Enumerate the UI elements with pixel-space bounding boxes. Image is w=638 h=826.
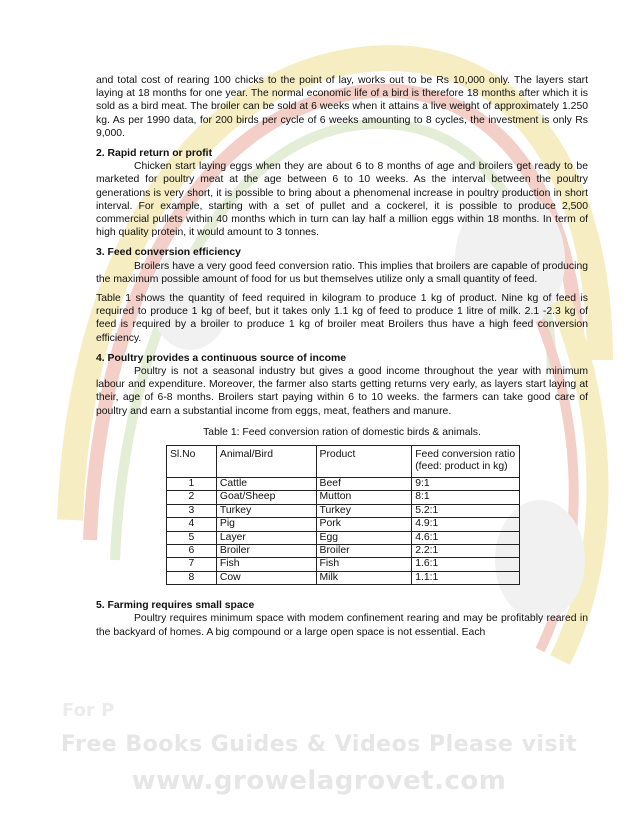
paragraph-continuous-income: Poultry is not a seasonal industry but gives a good income throughout the year with minimum labour and expenditure. Moreover, the farmer also starts getting returns very early, as layers start laying at their, age of 6-8 months. Broilers start paying within 6 to 10 weeks. the farmers can take good care of poultry and earn a substantial income from eggs, meat, feathers and manure.	[96, 366, 588, 417]
heading-rapid-return: 2. Rapid return or profit	[96, 148, 213, 160]
cell-ratio: 8:1	[412, 491, 520, 504]
table-caption: Table 1: Feed conversion ration of domestic birds & animals.	[203, 426, 481, 438]
table-row	[167, 477, 520, 490]
cell-sl-no: 7	[167, 558, 217, 571]
paragraph-rapid-return: Chicken start laying eggs when they are about 6 to 8 months of age and broilers get ready to be marketed for poultry meat at the age between 6 to 10 weeks. As the interval between the poultry generations is very short, it is possible to bring about a phenomenal increase in poultry production in short interval. For example, starting with a set of pullet and a cockerel, it is possible to produce 2,500 commercial pullets within 40 months which in turn can lay half a million eggs within 18 months. In term of high quality protein, it would amount to 3 tonnes.	[96, 161, 588, 239]
cell-product: Broiler	[316, 544, 412, 557]
heading-small-space: 5. Farming requires small space	[96, 600, 255, 612]
cell-product: Mutton	[316, 491, 412, 504]
watermark-line-1: Free Books Guides & Videos Please visit	[60, 732, 578, 757]
cell-animal: Cow	[216, 571, 316, 584]
table-row	[167, 544, 520, 557]
header-product: Product	[316, 446, 412, 478]
cell-animal: Layer	[216, 531, 316, 544]
cell-ratio: 5.2:1	[412, 504, 520, 517]
cell-product: Beef	[316, 477, 412, 490]
cell-ratio: 4.9:1	[412, 518, 520, 531]
heading-feed-conversion: 3. Feed conversion efficiency	[96, 247, 241, 259]
cell-sl-no: 3	[167, 504, 217, 517]
heading-continuous-income: 4. Poultry provides a continuous source of income	[96, 352, 346, 364]
cell-product: Turkey	[316, 504, 412, 517]
table-header-row	[167, 446, 520, 478]
cell-product: Egg	[316, 531, 412, 544]
watermark-line-2: www.growelagrovet.com	[131, 766, 507, 796]
cell-animal: Fish	[216, 558, 316, 571]
cell-ratio: 1.6:1	[412, 558, 520, 571]
table-row	[167, 518, 520, 531]
cell-sl-no: 8	[167, 571, 217, 584]
cell-sl-no: 4	[167, 518, 217, 531]
table-row	[167, 531, 520, 544]
table-row	[167, 504, 520, 517]
paragraph-small-space: Poultry requires minimum space with modem confinement rearing and may be profitably reared in the backyard of homes. A big compound or a large open space is not essential. Each	[96, 613, 588, 638]
intro-paragraph: and total cost of rearing 100 chicks to the point of lay, works out to be Rs 10,000 only. The layers start laying at 18 months for one year. The normal economic life of a bird is therefore 18 months after which it is sold as a bird meat. The broiler can be sold at 6 weeks when it attains a live weight of approximately 1.250 kg. As per 1990 data, for 200 birds per cycle of 6 weeks amounting to 8 cycles, the investment is only Rs 9,000.	[96, 75, 588, 139]
table-row	[167, 558, 520, 571]
cell-sl-no: 2	[167, 491, 217, 504]
cell-product: Milk	[316, 571, 412, 584]
table-row	[167, 571, 520, 584]
cell-animal: Broiler	[216, 544, 316, 557]
cell-animal: Cattle	[216, 477, 316, 490]
header-sl-no: Sl.No	[167, 446, 217, 478]
cell-sl-no: 5	[167, 531, 217, 544]
cell-sl-no: 6	[167, 544, 217, 557]
cell-animal: Goat/Sheep	[216, 491, 316, 504]
cell-ratio: 2.2:1	[412, 544, 520, 557]
paragraph-table-reference: Table 1 shows the quantity of feed required in kilogram to produce 1 kg of product. Nine kg of feed is required to produce 1 kg of beef, but it takes only 1.1 kg of feed to produce 1 litre of milk. 2.1 -2.3 kg of feed is required by a broiler to produce 1 kg of broiler meat Broilers thus have a high feed conversion efficiency.	[96, 293, 588, 344]
cell-sl-no: 1	[167, 477, 217, 490]
paragraph-feed-conversion: Broilers have a very good feed conversion ratio. This implies that broilers are capable of producing the maximum possible amount of food for us but themselves utilize only a small quantity of feed.	[96, 260, 588, 285]
cell-ratio: 1.1:1	[412, 571, 520, 584]
header-feed-conversion-ratio: Feed conversion ratio (feed: product in kg)	[412, 446, 520, 478]
document-body	[96, 74, 588, 645]
cell-ratio: 9:1	[412, 477, 520, 490]
cell-product: Fish	[316, 558, 412, 571]
feed-conversion-table	[166, 445, 520, 585]
watermark-left-text: For P	[62, 700, 115, 721]
header-animal-bird: Animal/Bird	[216, 446, 316, 478]
table-row	[167, 491, 520, 504]
cell-product: Pork	[316, 518, 412, 531]
cell-ratio: 4.6:1	[412, 531, 520, 544]
cell-animal: Pig	[216, 518, 316, 531]
cell-animal: Turkey	[216, 504, 316, 517]
